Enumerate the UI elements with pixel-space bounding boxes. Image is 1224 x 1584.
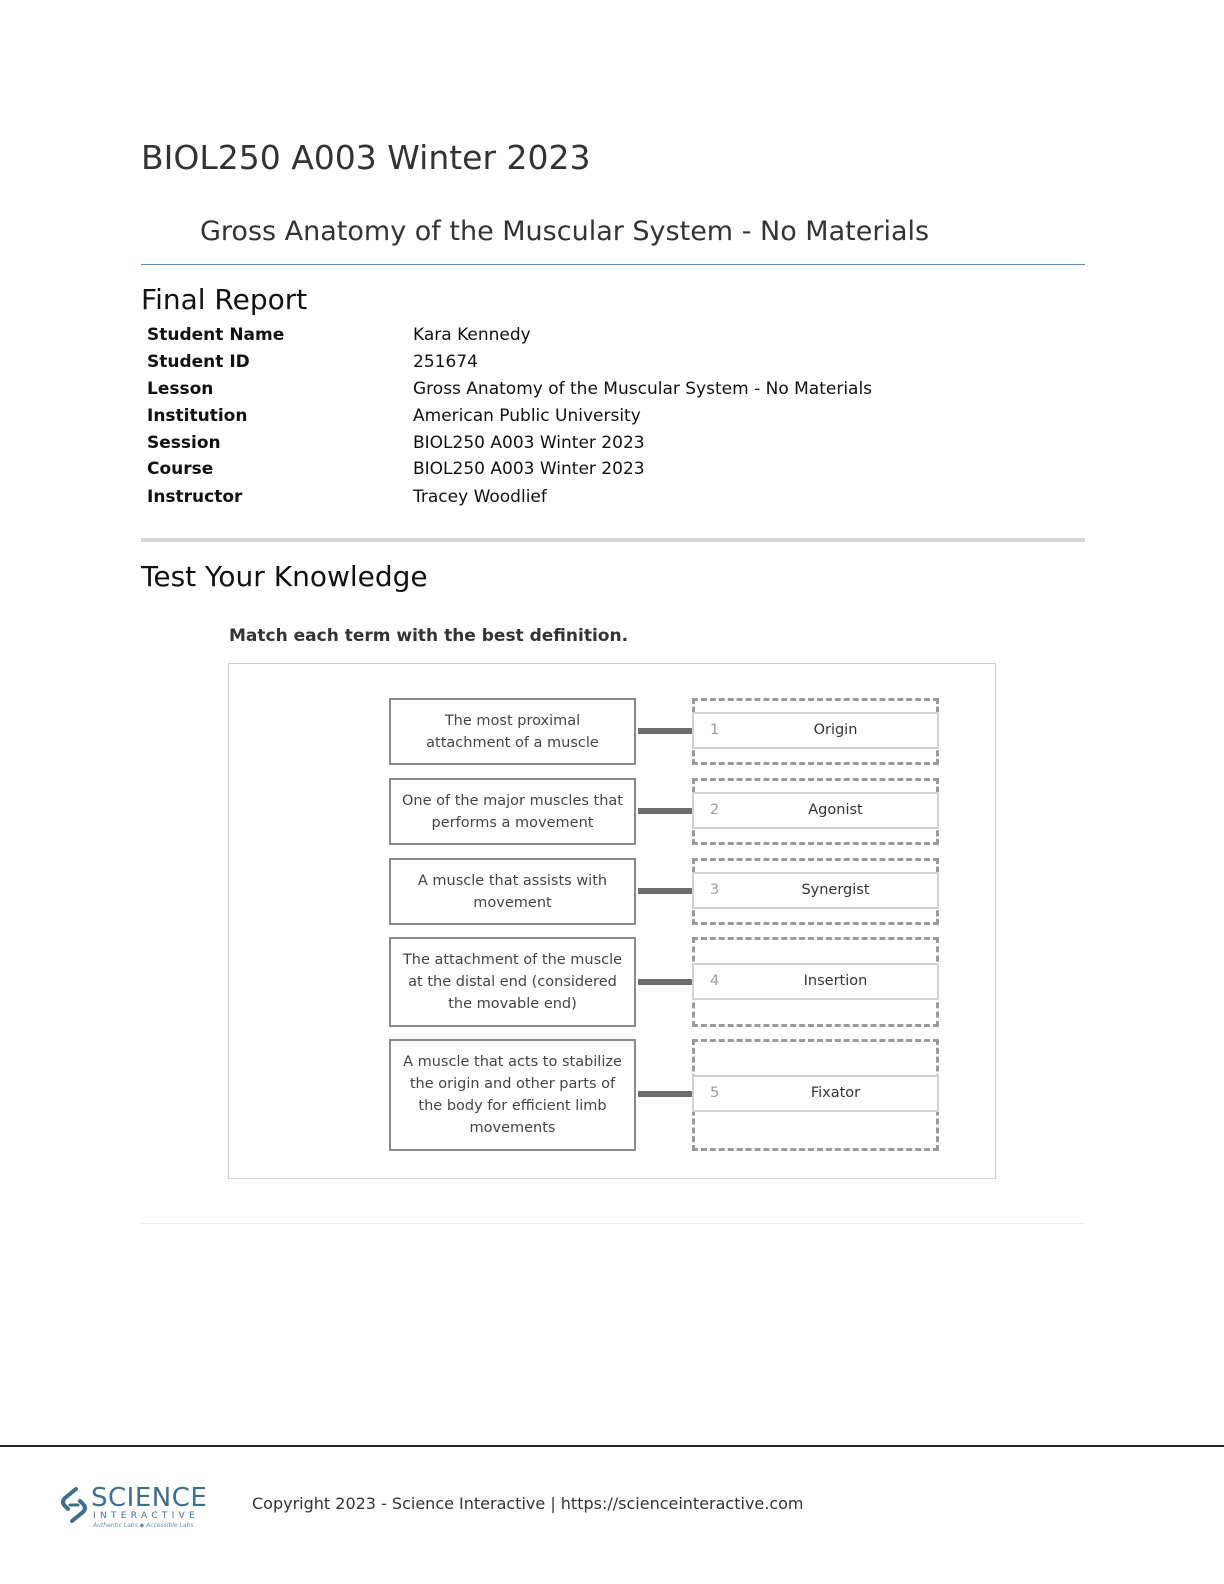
term-chip[interactable]: [692, 792, 939, 829]
header-divider: [141, 264, 1085, 265]
term-label: Origin: [813, 722, 858, 738]
term-label: Synergist: [801, 882, 870, 898]
definition-box: [389, 937, 636, 1027]
definition-text: The most proximal attachment of a muscle: [426, 712, 599, 751]
match-connector: [638, 1091, 692, 1097]
info-row-session: [147, 431, 1047, 455]
term-label: Insertion: [803, 973, 868, 989]
definition-text: A muscle that acts to stabilize the origin and other parts of the body for efficient limb movements: [403, 1054, 622, 1136]
term-chip[interactable]: [692, 1075, 939, 1112]
definition-text: The attachment of the muscle at the distal end (considered the movable end): [402, 952, 623, 1012]
info-label: Lesson: [147, 379, 214, 399]
term-number: 1: [710, 722, 720, 738]
info-value: BIOL250 A003 Winter 2023: [413, 459, 645, 479]
course-title: BIOL250 A003 Winter 2023: [141, 138, 591, 177]
info-label: Course: [147, 459, 214, 479]
definition-box: [389, 858, 636, 925]
info-value: Kara Kennedy: [413, 325, 531, 345]
match-connector: [638, 728, 692, 734]
info-value: Gross Anatomy of the Muscular System - No Materials: [413, 379, 873, 399]
test-your-knowledge-heading: Test Your Knowledge: [141, 560, 428, 593]
info-label: Instructor: [147, 487, 243, 507]
logo-subtitle: INTERACTIVE: [93, 1511, 200, 1521]
info-label: Student Name: [147, 325, 285, 345]
footer-divider: [0, 1445, 1224, 1447]
info-row-instructor: [147, 485, 1047, 509]
term-chip[interactable]: [692, 872, 939, 909]
info-label: Student ID: [147, 352, 250, 372]
copyright-text: Copyright 2023 - Science Interactive | https://scienceinteractive.com: [252, 1494, 804, 1513]
final-report-heading: Final Report: [141, 283, 308, 316]
science-interactive-logo: [59, 1484, 219, 1532]
info-value: 251674: [413, 352, 478, 372]
info-value: Tracey Woodlief: [413, 487, 547, 507]
definition-box: [389, 1039, 636, 1151]
info-row-student-id: [147, 350, 1047, 374]
definition-text: One of the major muscles that performs a movement: [401, 792, 623, 831]
match-connector: [638, 808, 692, 814]
logo-tagline: Authentic Labs ◆ Accessible Labs: [93, 1522, 194, 1529]
info-value: BIOL250 A003 Winter 2023: [413, 433, 645, 453]
definition-text: A muscle that assists with movement: [417, 872, 608, 911]
term-chip[interactable]: [692, 712, 939, 749]
info-value: American Public University: [413, 406, 641, 426]
match-connector: [638, 888, 692, 894]
logo-wordmark: SCIENCE: [91, 1483, 208, 1513]
definition-box: [389, 778, 636, 845]
info-row-course: [147, 457, 1047, 481]
term-label: Fixator: [810, 1085, 861, 1101]
section-divider: [141, 538, 1085, 542]
definition-box: [389, 698, 636, 765]
term-number: 5: [710, 1085, 720, 1101]
section-end-divider: [141, 1223, 1085, 1224]
info-row-student-name: [147, 323, 1047, 347]
info-row-institution: [147, 404, 1047, 428]
match-connector: [638, 979, 692, 985]
term-number: 4: [710, 973, 720, 989]
term-label: Agonist: [808, 802, 863, 818]
lesson-title: Gross Anatomy of the Muscular System - No Materials: [200, 216, 930, 247]
chain-link-icon: [59, 1486, 89, 1524]
info-label: Session: [147, 433, 221, 453]
question-instruction: Match each term with the best definition.: [229, 626, 629, 646]
term-number: 2: [710, 802, 720, 818]
info-row-lesson: [147, 377, 1047, 401]
info-label: Institution: [147, 406, 248, 426]
term-chip[interactable]: [692, 963, 939, 1000]
term-number: 3: [710, 882, 720, 898]
